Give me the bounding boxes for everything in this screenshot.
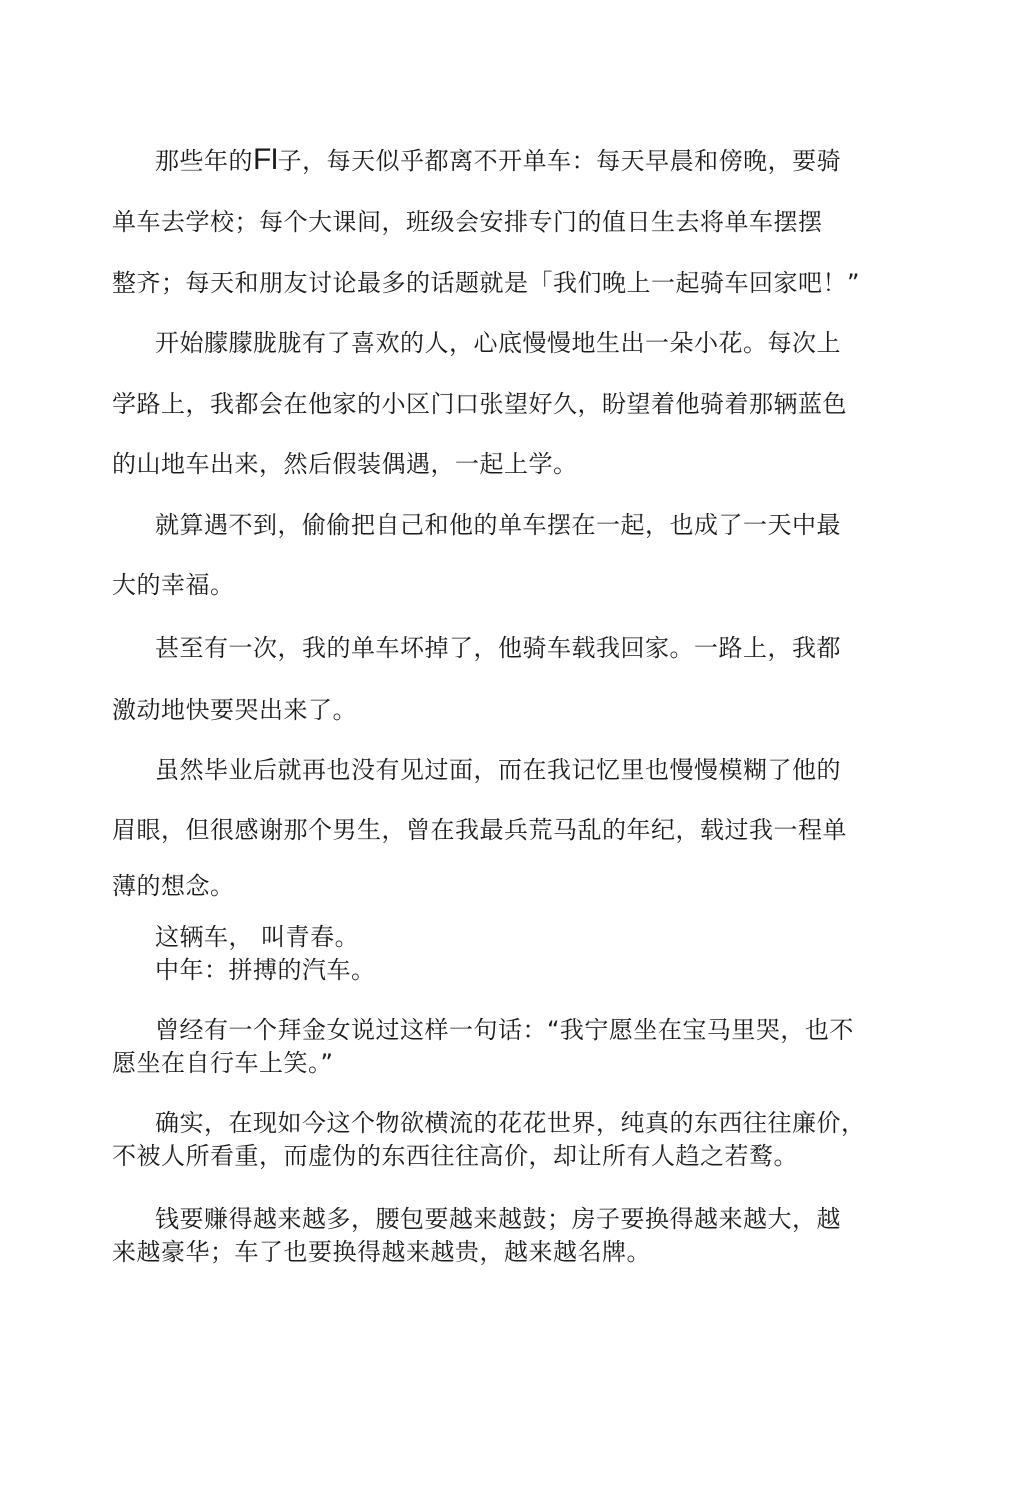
text-line: 这辆车， 叫青春。 <box>155 923 360 951</box>
text-fragment: 那些年的 <box>155 147 253 175</box>
text-line: 来越豪华；车了也要换得越来越贵，越来越名牌。 <box>112 1238 651 1266</box>
text-line: 开始朦朦胧胧有了喜欢的人，心底慢慢地生出一朵小花。每次上 <box>155 329 841 357</box>
text-line: 单车去学校；每个大课间，班级会安排专门的值日生去将单车摆摆 <box>112 208 823 236</box>
text-line: 眉眼，但很感谢那个男生，曾在我最兵荒马乱的年纪，载过我一程单 <box>112 816 847 844</box>
text-line: 钱要赚得越来越多，腰包要越来越鼓；房子要换得越来越大，越 <box>155 1205 841 1233</box>
text-line: 薄的想念。 <box>112 872 235 900</box>
text-line: 虽然毕业后就再也没有见过面，而在我记忆里也慢慢模糊了他的 <box>155 756 841 784</box>
text-line: 曾经有一个拜金女说过这样一句话：“我宁愿坐在宝马里哭，也不 <box>155 1016 854 1044</box>
text-line: 的山地车出来，然后假装偶遇，一起上学。 <box>112 450 578 478</box>
text-fragment: FI <box>253 143 278 176</box>
text-line: 整齐；每天和朋友讨论最多的话题就是「我们晚上一起骑车回家吧！” <box>112 269 860 297</box>
text-line: 激动地快要哭出来了。 <box>112 696 357 724</box>
text-line: 愿坐在自行车上笑。” <box>112 1049 334 1077</box>
text-line: 大的幸福。 <box>112 571 235 599</box>
text-fragment: 子，每天似乎都离不开单车：每天早晨和傍晚，要骑 <box>277 147 842 175</box>
text-line: 学路上，我都会在他家的小区门口张望好久，盼望着他骑着那辆蓝色 <box>112 390 847 418</box>
text-line: 甚至有一次，我的单车坏掉了，他骑车载我回家。一路上，我都 <box>155 634 841 662</box>
text-line: 不被人所看重，而虚伪的东西往往高价，却让所有人趋之若鹜。 <box>112 1142 798 1170</box>
text-line <box>155 145 841 176</box>
text-line: 中年：拼搏的汽车。 <box>155 956 376 984</box>
text-line: 就算遇不到，偷偷把自己和他的单车摆在一起，也成了一天中最 <box>155 511 841 539</box>
text-line: 确实，在现如今这个物欲横流的花花世界，纯真的东西往往廉价， <box>155 1109 866 1137</box>
